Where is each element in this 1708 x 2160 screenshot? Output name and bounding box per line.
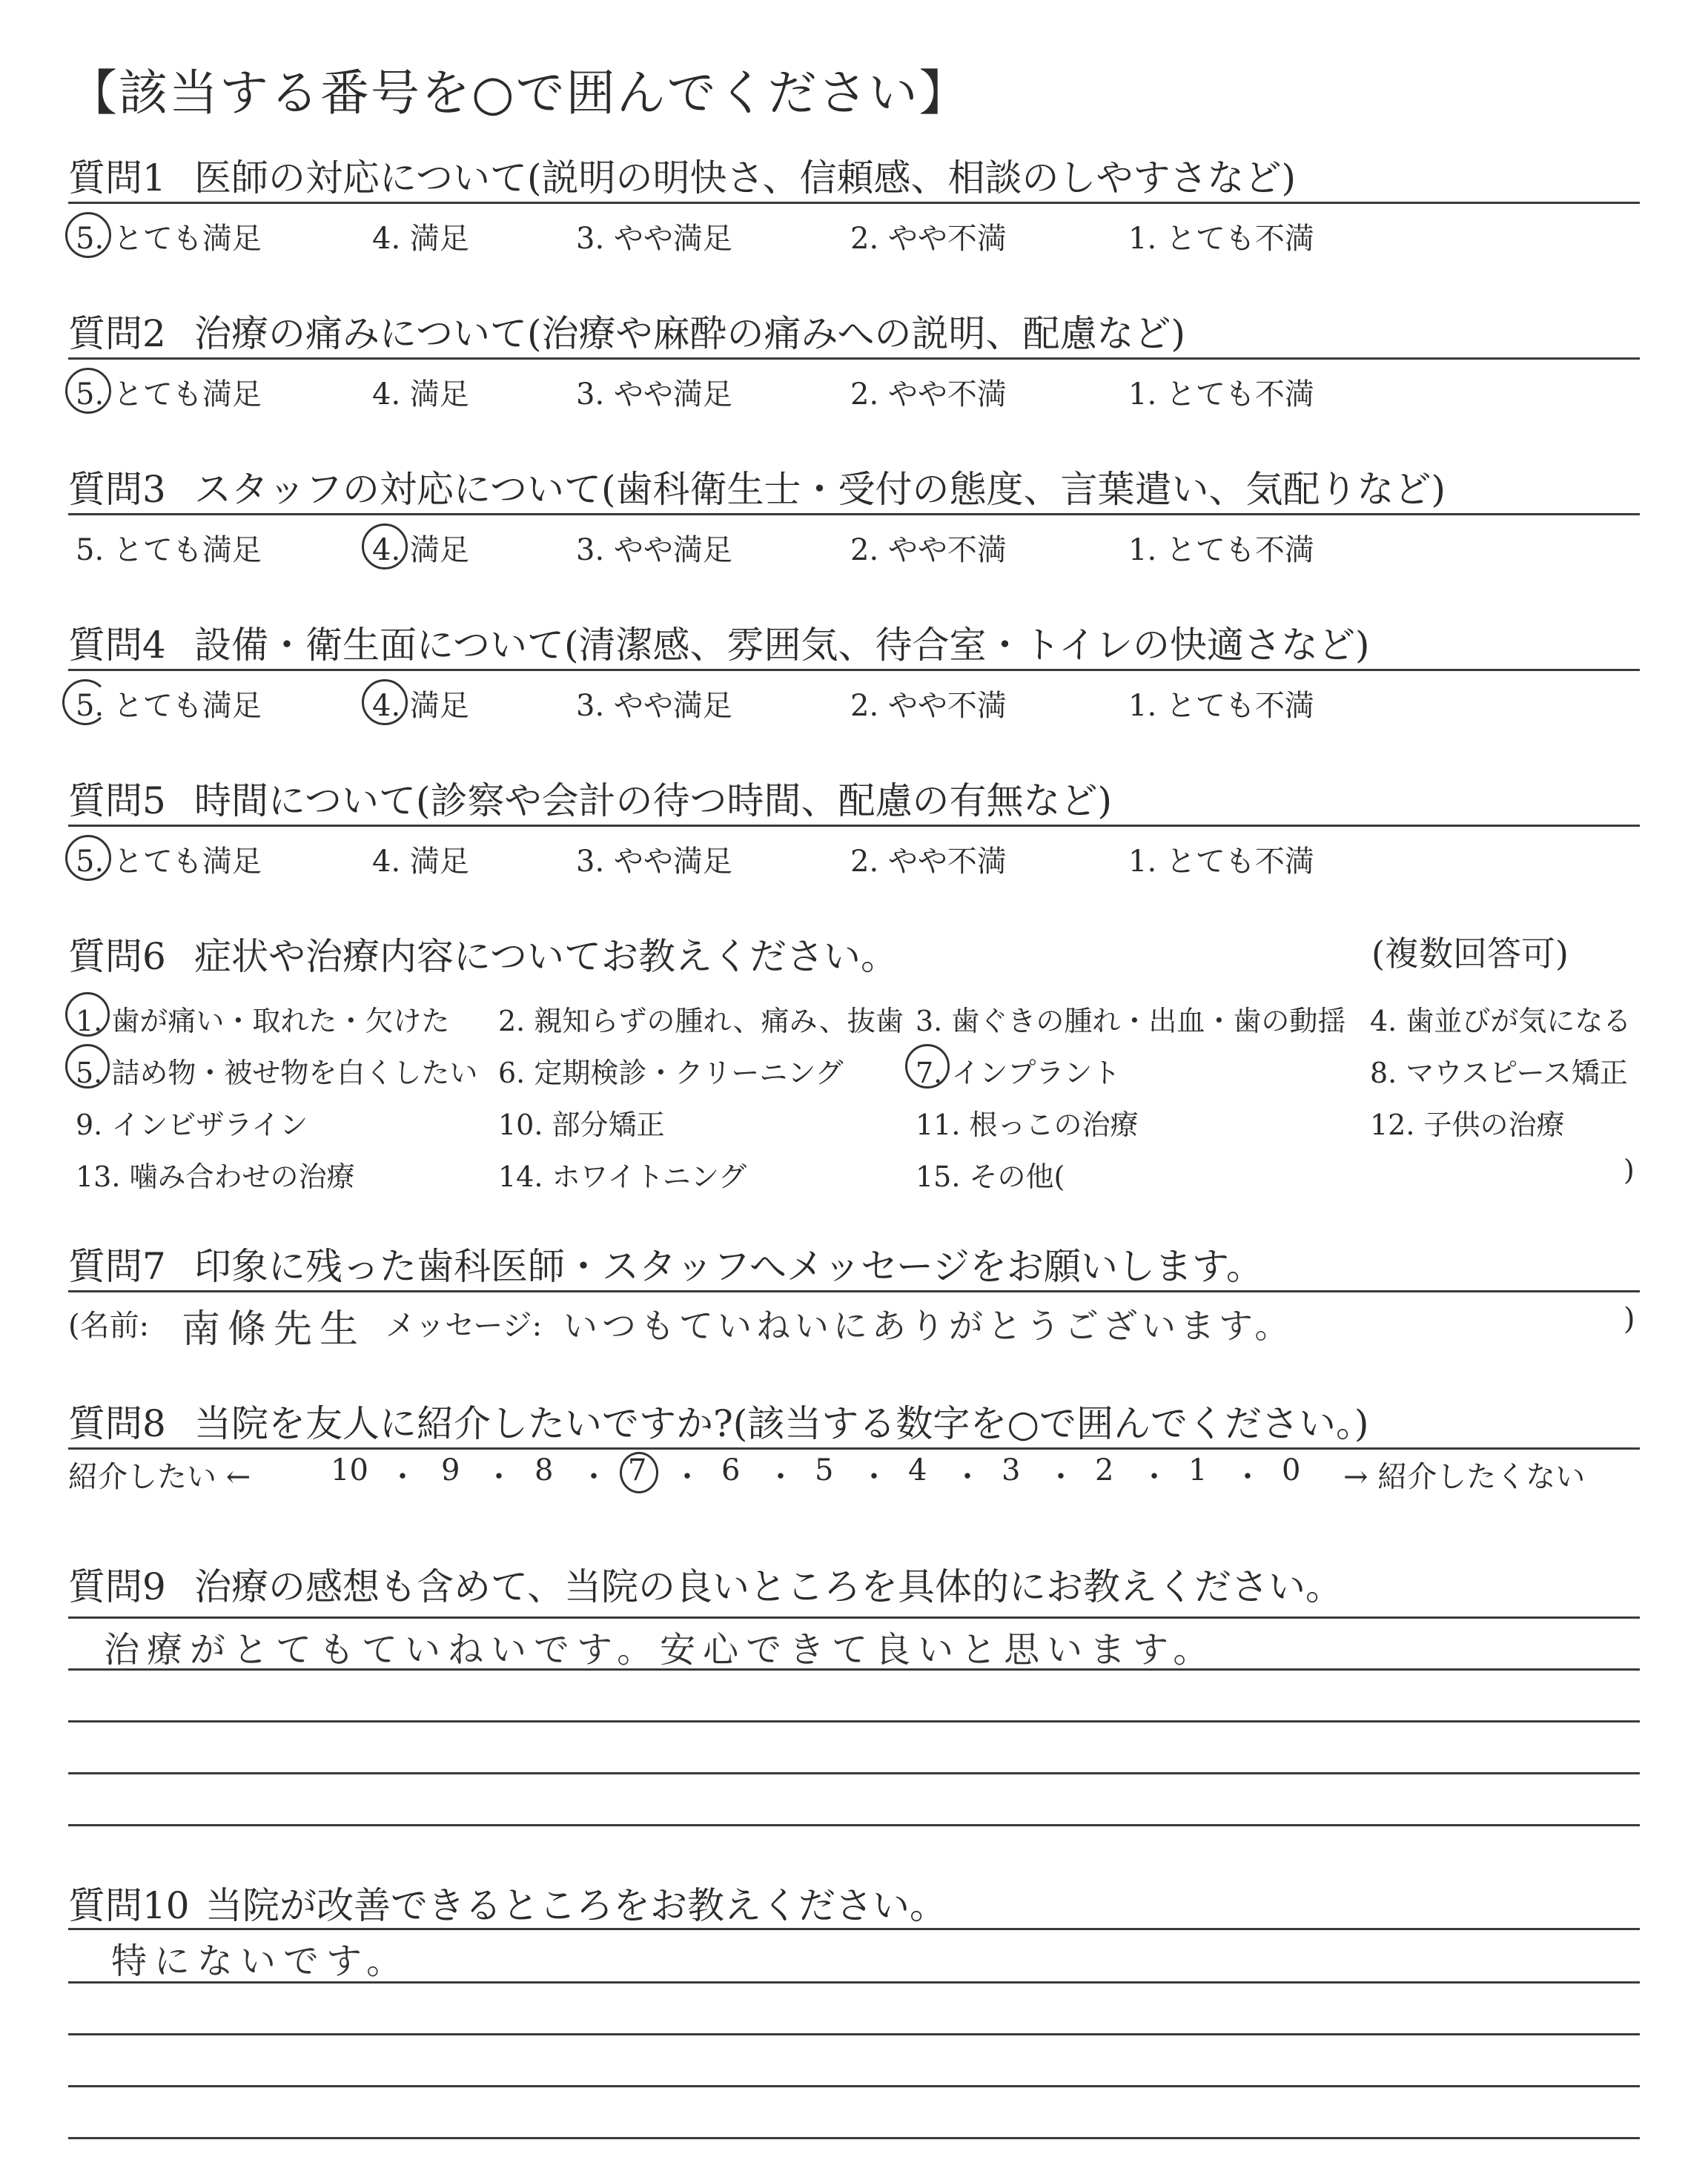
question-number: 質問6: [68, 935, 166, 978]
message-label: メッセージ:: [385, 1309, 543, 1343]
answer-line: [68, 1720, 1640, 1723]
selection-circle: [65, 212, 111, 258]
q6-item-15[interactable]: 15. その他(: [916, 1160, 1065, 1193]
scale-7[interactable]: 7: [628, 1453, 647, 1487]
q6-item-12[interactable]: 12. 子供の治療: [1370, 1109, 1565, 1141]
question-text: スタッフの対応について(歯科衛生士・受付の態度、言葉遣い、気配りなど): [194, 468, 1446, 511]
scale-1[interactable]: 1: [1188, 1453, 1208, 1487]
name-label: (名前:: [68, 1309, 150, 1343]
q9-handwritten-answer[interactable]: 治療がとてもていねいです。安心できて良いと思います。: [104, 1629, 1217, 1671]
question-5-options: [68, 838, 1640, 882]
option-1[interactable]: 1. とても不満: [1128, 689, 1314, 723]
option-1[interactable]: 1. とても不満: [1128, 845, 1314, 879]
q6-item-6[interactable]: 6. 定期検診・クリーニング: [498, 1057, 844, 1089]
selection-circle: [65, 368, 111, 414]
question-number: 質問4: [68, 624, 166, 667]
scale-2[interactable]: 2: [1095, 1453, 1114, 1487]
question-text: 症状や治療内容についてお教えください。: [194, 935, 898, 978]
scale-dot: ・: [484, 1460, 514, 1494]
q6-item-2[interactable]: 2. 親知らずの腫れ、痛み、抜歯: [498, 1005, 904, 1037]
option-2[interactable]: 2. やや不満: [850, 533, 1007, 567]
question-number: 質問7: [68, 1245, 166, 1288]
q6-item-11[interactable]: 11. 根っこの治療: [916, 1109, 1139, 1141]
question-5-rule: [68, 825, 1640, 827]
scale-9[interactable]: 9: [441, 1453, 460, 1487]
option-5[interactable]: 5. とても満足: [76, 845, 262, 879]
question-1-heading: [68, 148, 1296, 202]
option-4[interactable]: 4. 満足: [372, 689, 469, 723]
q6-other-close: ): [1623, 1154, 1635, 1186]
q6-item-13[interactable]: 13. 噛み合わせの治療: [76, 1160, 355, 1193]
question-text: 当院を友人に紹介したいですか?(該当する数字を○で囲んでください。): [194, 1402, 1369, 1445]
q6-item-3[interactable]: 3. 歯ぐきの腫れ・出血・歯の動揺: [916, 1005, 1346, 1037]
option-2[interactable]: 2. やや不満: [850, 845, 1007, 879]
option-1[interactable]: 1. とても不満: [1128, 533, 1314, 567]
answer-line: [68, 1928, 1640, 1930]
answer-line: [68, 1824, 1640, 1826]
option-3[interactable]: 3. やや満足: [576, 845, 732, 879]
selection-circle: [362, 679, 408, 725]
option-3[interactable]: 3. やや満足: [576, 222, 732, 256]
scale-right-label: → 紹介したくない: [1343, 1460, 1586, 1494]
q6-item-4[interactable]: 4. 歯並びが気になる: [1370, 1005, 1632, 1037]
answer-line: [68, 1772, 1640, 1774]
scale-dot: ・: [1233, 1460, 1262, 1494]
option-1[interactable]: 1. とても不満: [1128, 222, 1314, 256]
scale-3[interactable]: 3: [1002, 1453, 1021, 1487]
question-4-rule: [68, 669, 1640, 671]
scale-6[interactable]: 6: [721, 1453, 741, 1487]
message-handwritten[interactable]: いつもていねいにありがとうございます。: [563, 1306, 1294, 1346]
q10-handwritten-answer[interactable]: 特にないです。: [111, 1941, 410, 1982]
scale-dot: ・: [1046, 1460, 1076, 1494]
option-5[interactable]: 5. とても満足: [76, 533, 262, 567]
option-2[interactable]: 2. やや不満: [850, 377, 1007, 412]
question-3-rule: [68, 513, 1640, 515]
selection-circle: [65, 835, 111, 881]
multiple-answers-note: (複数回答可): [1371, 934, 1569, 974]
selection-circle: [362, 524, 408, 569]
option-4[interactable]: 4. 満足: [372, 377, 469, 412]
question-3-heading: [68, 460, 1446, 513]
q6-item-1[interactable]: 1. 歯が痛い・取れた・欠けた: [76, 1005, 450, 1037]
option-4[interactable]: 4. 満足: [372, 222, 469, 256]
q6-item-10[interactable]: 10. 部分矯正: [498, 1109, 665, 1141]
answer-line: [68, 2137, 1640, 2139]
scale-dot: ・: [1139, 1460, 1169, 1494]
question-number: 質問8: [68, 1402, 166, 1445]
question-4-heading: [68, 615, 1370, 669]
question-8-heading: [68, 1394, 1368, 1447]
option-3[interactable]: 3. やや満足: [576, 689, 732, 723]
question-number: 質問2: [68, 312, 166, 355]
option-2[interactable]: 2. やや不満: [850, 222, 1007, 256]
question-1-rule: [68, 202, 1640, 204]
question-text: 医師の対応について(説明の明快さ、信頼感、相談のしやすさなど): [194, 156, 1297, 199]
scale-left-label: 紹介したい ←: [68, 1460, 251, 1494]
option-5[interactable]: 5. とても満足: [76, 377, 262, 412]
option-5[interactable]: 5. とても満足: [76, 689, 262, 723]
scale-0[interactable]: 0: [1282, 1453, 1301, 1487]
selection-circle: [905, 1044, 950, 1089]
question-text: 治療の痛みについて(治療や麻酔の痛みへの説明、配慮など): [194, 312, 1186, 355]
question-7-heading: [68, 1237, 1263, 1290]
question-5-heading: [68, 771, 1112, 825]
question-4-options: [68, 682, 1640, 727]
question-number: 質問5: [68, 779, 166, 822]
question-number: 質問10: [68, 1884, 190, 1927]
scale-8[interactable]: 8: [534, 1453, 554, 1487]
question-text: 治療の感想も含めて、当院の良いところを具体的にお教えください。: [194, 1565, 1343, 1608]
q6-item-9[interactable]: 9. インビザライン: [76, 1109, 308, 1141]
question-2-rule: [68, 357, 1640, 360]
question-2-options: [68, 371, 1640, 415]
scale-5[interactable]: 5: [815, 1453, 834, 1487]
question-1-options: [68, 215, 1640, 260]
selection-circle: [620, 1452, 658, 1493]
scale-dot: ・: [672, 1460, 702, 1494]
scale-dot: ・: [579, 1460, 609, 1494]
q6-item-14[interactable]: 14. ホワイトニング: [498, 1160, 747, 1193]
answer-line: [68, 1668, 1640, 1671]
question-10-heading: [68, 1876, 947, 1929]
scale-dot: ・: [766, 1460, 795, 1494]
selection-circle: [65, 1044, 110, 1089]
question-2-heading: [68, 304, 1185, 357]
scale-dot: ・: [859, 1460, 889, 1494]
question-text: 設備・衛生面について(清潔感、雰囲気、待合室・トイレの快適さなど): [194, 624, 1370, 667]
selection-circle: [65, 992, 110, 1037]
question-9-heading: [68, 1557, 1343, 1611]
question-number: 質問9: [68, 1565, 166, 1608]
option-2[interactable]: 2. やや不満: [850, 689, 1007, 723]
question-text: 時間について(診察や会計の待つ時間、配慮の有無など): [194, 779, 1113, 822]
question-number: 質問3: [68, 468, 166, 511]
page-title: 【該当する番号を○で囲んでください】: [68, 65, 970, 122]
scale-4[interactable]: 4: [908, 1453, 927, 1487]
answer-line: [68, 2033, 1640, 2035]
question-number: 質問1: [68, 156, 166, 199]
q6-item-7[interactable]: 7. インプラント: [916, 1057, 1121, 1089]
name-handwritten[interactable]: 南條先生: [182, 1307, 366, 1352]
question-text: 印象に残った歯科医師・スタッフへメッセージをお願いします。: [194, 1245, 1263, 1288]
selection-circle-partial: [62, 679, 108, 725]
answer-line: [68, 1981, 1640, 1984]
question-7-rule: [68, 1290, 1640, 1292]
option-1[interactable]: 1. とても不満: [1128, 377, 1314, 412]
question-3-options: [68, 526, 1640, 571]
question-8-rule: [68, 1447, 1640, 1450]
question-text: 当院が改善できるところをお教えください。: [205, 1884, 947, 1927]
q6-item-8[interactable]: 8. マウスピース矯正: [1370, 1057, 1628, 1089]
answer-line: [68, 2085, 1640, 2087]
option-3[interactable]: 3. やや満足: [576, 377, 732, 412]
option-4[interactable]: 4. 満足: [372, 533, 469, 567]
answer-line: [68, 1616, 1640, 1619]
q6-item-5[interactable]: 5. 詰め物・被せ物を白くしたい: [76, 1057, 478, 1089]
q7-close: ): [1623, 1302, 1635, 1336]
scale-10[interactable]: 10: [331, 1453, 368, 1487]
scale-dot: ・: [953, 1460, 982, 1494]
option-4[interactable]: 4. 満足: [372, 845, 469, 879]
scale-dot: ・: [388, 1460, 417, 1494]
option-3[interactable]: 3. やや満足: [576, 533, 732, 567]
question-6-heading: [68, 927, 898, 980]
option-5[interactable]: 5. とても満足: [76, 222, 262, 256]
